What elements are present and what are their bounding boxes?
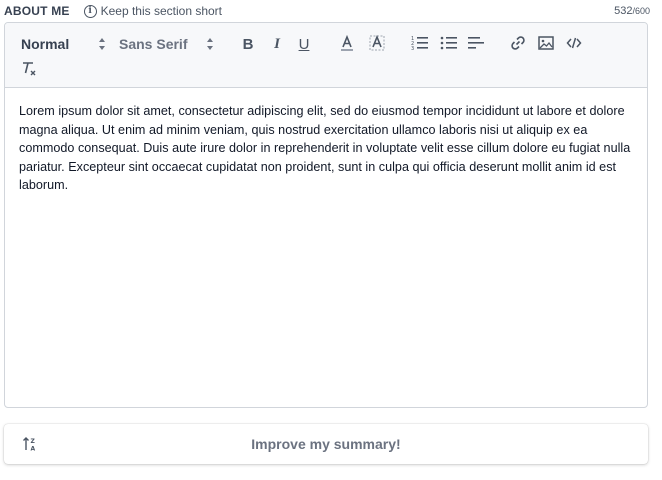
section-hint: [84, 4, 222, 18]
character-counter: [614, 5, 650, 17]
editor-content[interactable]: [5, 88, 647, 195]
improve-summary-label: Improve my summary!: [251, 436, 401, 452]
rich-text-editor: [4, 22, 648, 408]
text-color-icon[interactable]: [337, 33, 357, 53]
code-icon[interactable]: [564, 33, 584, 53]
image-icon[interactable]: [536, 33, 556, 53]
svg-text:Z: Z: [30, 438, 35, 445]
character-max: /600: [632, 6, 650, 16]
italic-icon[interactable]: I: [274, 35, 280, 52]
select-arrows-icon: [99, 38, 107, 50]
editor-toolbar: [5, 23, 647, 88]
section-header: [4, 3, 650, 19]
ordered-list-icon[interactable]: [410, 33, 430, 53]
improve-summary-button[interactable]: [4, 424, 648, 464]
character-count: 532: [614, 5, 633, 17]
clear-format-icon[interactable]: [19, 59, 39, 79]
underline-icon[interactable]: U: [298, 35, 310, 53]
font-select-value: Sans Serif: [119, 36, 188, 52]
align-icon[interactable]: [466, 33, 486, 53]
highlight-color-icon[interactable]: [367, 33, 387, 53]
about-me-text[interactable]: Lorem ipsum dolor sit amet, consectetur adipiscing elit, sed do eiusmod tempor incididunt ut labore et dolore magna aliqua. Ut enim ad minim veniam, quis nostrud exercitation ullamco laboris nisi ut aliquip ex ea commodo consequat. Duis aute irure dolor in reprehenderit in voluptate velit esse cillum dolore eu fugiat nulla pariatur. Excepteur sint occaecat cupidatat non proident, sunt in culpa qui officia deserunt mollit anim id est laborum.: [19, 104, 631, 192]
svg-text:A: A: [30, 445, 36, 452]
link-icon[interactable]: [508, 33, 528, 53]
font-select[interactable]: [119, 35, 215, 53]
sort-az-icon: [22, 436, 38, 452]
svg-text:1: 1: [411, 36, 415, 42]
svg-text:2: 2: [411, 41, 415, 47]
select-arrows-icon: [207, 38, 215, 50]
info-icon: i: [84, 5, 97, 18]
size-select[interactable]: [21, 35, 107, 53]
bullet-list-icon[interactable]: [439, 33, 459, 53]
section-title: ABOUT ME: [4, 4, 70, 18]
svg-text:3: 3: [411, 46, 415, 51]
hint-text: Keep this section short: [100, 4, 223, 18]
bold-icon[interactable]: B: [242, 35, 254, 53]
size-select-value: Normal: [21, 36, 70, 52]
